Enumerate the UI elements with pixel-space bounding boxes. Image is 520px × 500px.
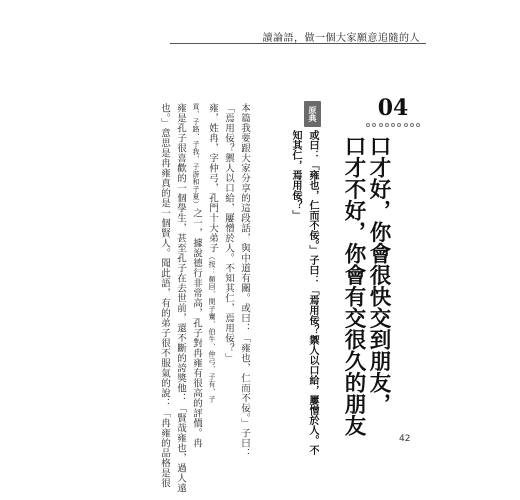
chapter-dots-ornament xyxy=(366,123,420,129)
original-text-line-1: 或曰：「雍也，仁而不佞。」子曰：「焉用佞？禦人以口給，屢憎於人。不 xyxy=(307,130,318,455)
body-line-4-note: 貢、子路、子我、子游和子夏） xyxy=(192,103,200,208)
chapter-number: 04 xyxy=(377,95,409,121)
original-text-line-2: 知其仁，焉用佞？」 xyxy=(290,130,301,220)
body-line-3-text: 雍，姓冉，字仲弓，孔門十大弟子 xyxy=(207,103,218,253)
body-line-4-text: 之一，據說德行非常高，孔子對冉雍有很高的評價。冉 xyxy=(191,208,202,448)
body-line-1: 本篇我要跟大家分享的這段話，與中道有關。或曰：「雍也，仁而不佞。」子曰： xyxy=(239,103,250,459)
body-line-3-note: （按：顏回、閔子騫、伯牛、仲弓、子有、子 xyxy=(208,253,216,403)
original-text-badge: 原典 xyxy=(304,101,321,127)
running-header: 讀論語，做一個大家願意追隨的人 xyxy=(262,33,420,44)
body-line-2: 「焉用佞？禦人以口給，屢憎於人。不知其仁，焉用佞？」 xyxy=(223,103,234,363)
body-line-4 xyxy=(190,103,202,448)
body-line-6: 也。」意思是冉雍真的是一個賢人。聞此語，有的弟子很不服氣的說：「冉雍的品格是很 xyxy=(159,103,170,489)
page-number: 42 xyxy=(399,434,411,444)
chapter-title-line-2: 口才不好，你會有交很久的朋友 xyxy=(341,135,366,436)
body-line-3 xyxy=(206,103,218,403)
chapter-title-line-1: 口才好，你會很快交到朋友， xyxy=(366,135,391,415)
body-line-5: 雍是孔子很喜歡的一個學生，甚至孔子在去世前，還不斷的誇獎他：「賢哉雍也，過人遠 xyxy=(175,103,186,493)
